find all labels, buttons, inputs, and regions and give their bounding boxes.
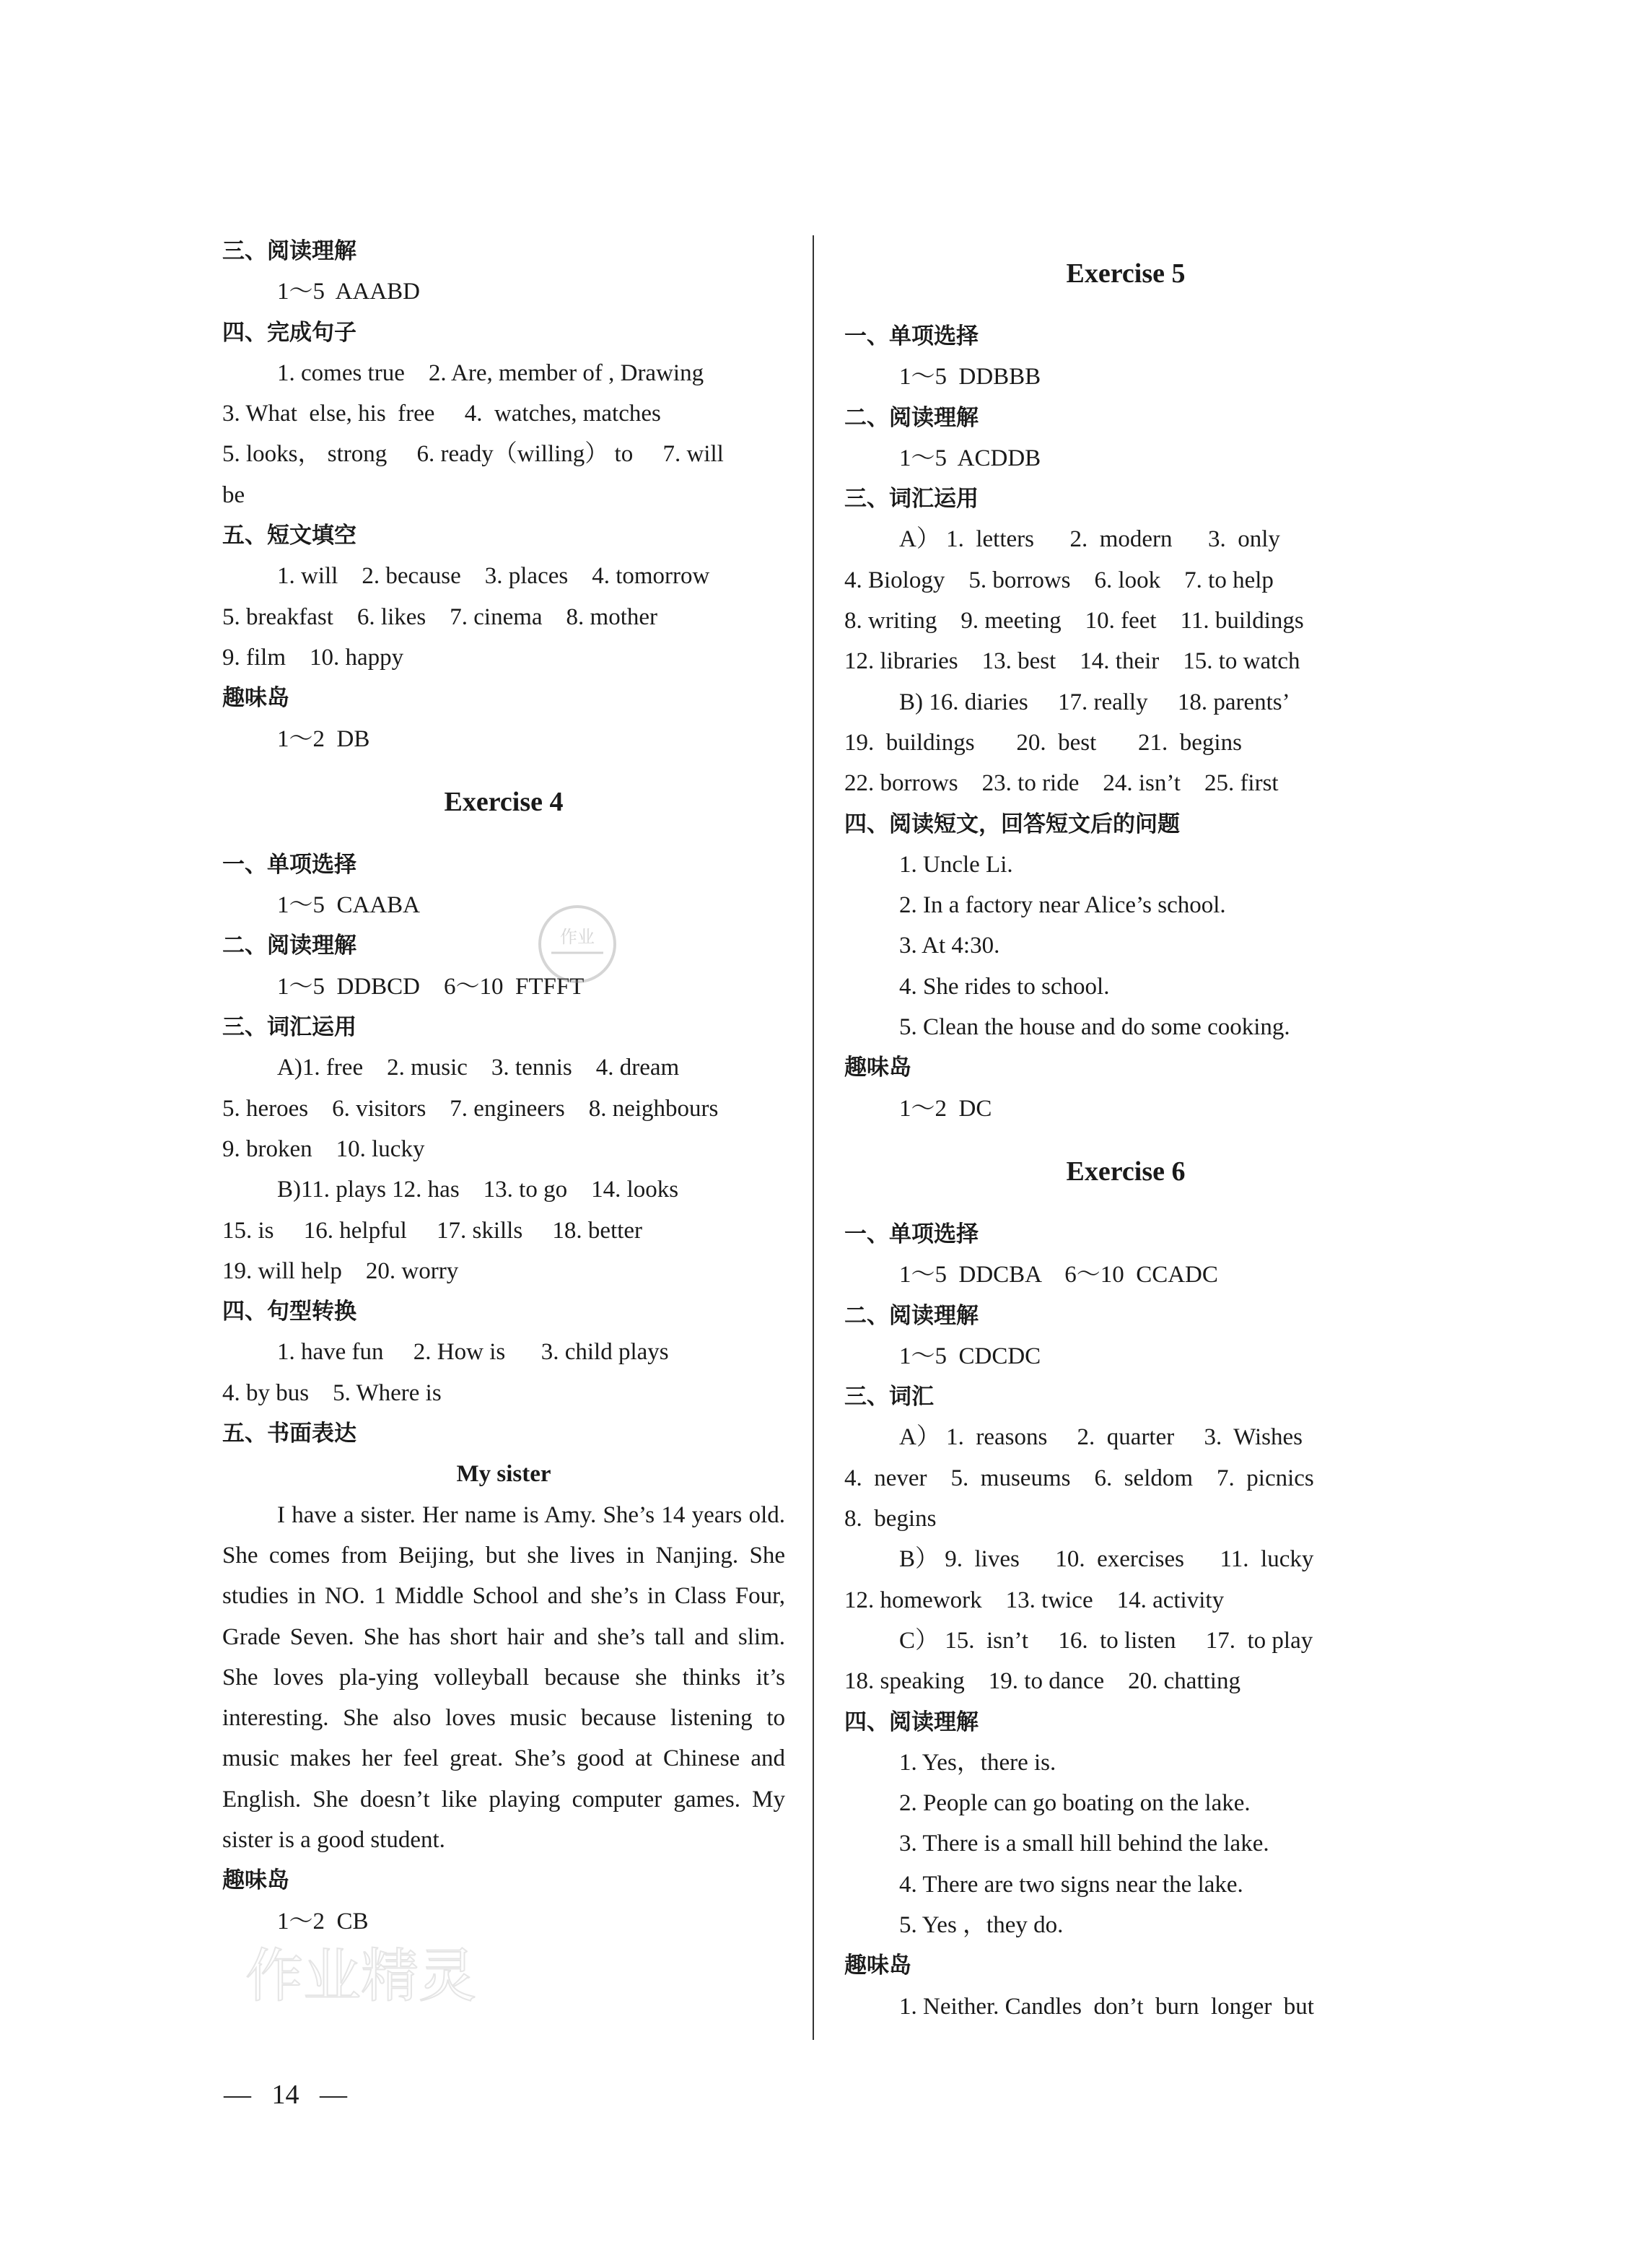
- answer-line: 5. breakfast 6. likes 7. cinema 8. mother: [222, 603, 658, 630]
- answer-line: 18. speaking 19. to dance 20. chatting: [844, 1668, 1240, 1695]
- answer-line: 12. libraries 13. best 14. their 15. to watch: [844, 648, 1300, 675]
- answer-line: 5. looks， strong 6. ready（willing） to 7. will: [222, 441, 724, 468]
- answer-line: 4. never 5. museums 6. seldom 7. picnics: [844, 1465, 1314, 1491]
- answer-line: 1. have fun 2. How is 3. child plays: [277, 1339, 669, 1366]
- answer-line: 9. film 10. happy: [222, 644, 404, 671]
- answer-line: A） 1. letters 2. modern 3. only: [899, 526, 1280, 553]
- stamp-logo: [534, 901, 621, 987]
- answer-line: 4. There are two signs near the lake.: [899, 1871, 1243, 1898]
- answer-line: 2. People can go boating on the lake.: [899, 1790, 1251, 1817]
- section-heading: 三、阅读理解: [222, 238, 356, 264]
- answer-line: 1～5 ACDDB: [899, 445, 1041, 471]
- answer-line: 3. There is a small hill behind the lake.: [899, 1831, 1269, 1857]
- answer-line: 3. At 4:30.: [899, 933, 1000, 959]
- answer-line: 1～5 CDCDC: [899, 1343, 1041, 1369]
- answer-line: 19. buildings 20. best 21. begins: [844, 729, 1242, 756]
- section-heading: 趣味岛: [222, 1867, 289, 1894]
- answer-line: 1. Uncle Li.: [899, 851, 1013, 878]
- answer-line: 19. will help 20. worry: [222, 1257, 459, 1284]
- answer-line: 4. by bus 5. Where is: [222, 1379, 442, 1406]
- section-heading: 一、单项选择: [844, 1221, 979, 1247]
- section-heading: 二、阅读理解: [222, 933, 356, 959]
- answer-line: 1～2 DB: [277, 725, 370, 752]
- answer-line: A)1. free 2. music 3. tennis 4. dream: [277, 1055, 680, 1081]
- answer-line: 8. writing 9. meeting 10. feet 11. buildings: [844, 608, 1304, 634]
- exercise-title: Exercise 4: [444, 786, 564, 817]
- answer-line: 5. heroes 6. visitors 7. engineers 8. neighbours: [222, 1095, 719, 1122]
- answer-line: 9. broken 10. lucky: [222, 1135, 425, 1162]
- answer-line: 1～2 CB: [277, 1908, 369, 1935]
- left-column: [222, 231, 785, 1942]
- answer-line: 1～5 DDBBB: [899, 364, 1041, 391]
- svg-text:作业精灵: 作业精灵: [245, 1942, 476, 2010]
- answer-line: 22. borrows 23. to ride 24. isn’t 25. first: [844, 770, 1279, 797]
- section-heading: 三、词汇运用: [844, 486, 979, 513]
- answer-line: 1～2 DC: [899, 1095, 992, 1122]
- answer-line: 1. Neither. Candles don’t burn longer but: [899, 1993, 1314, 2020]
- answer-line: C） 15. isn’t 16. to listen 17. to play: [899, 1627, 1313, 1654]
- answer-line: 12. homework 13. twice 14. activity: [844, 1587, 1225, 1613]
- column-divider: [813, 235, 814, 2040]
- section-heading: 趣味岛: [844, 1953, 911, 1979]
- answer-line: 1. comes true 2. Are, member of , Drawing: [277, 359, 704, 386]
- answer-line: 1. Yes，there is.: [899, 1749, 1056, 1776]
- exercise-title: Exercise 6: [1066, 1156, 1186, 1187]
- answer-line: 5. Yes ，they do.: [899, 1911, 1064, 1938]
- section-heading: 趣味岛: [844, 1055, 911, 1081]
- answer-line: B)11. plays 12. has 13. to go 14. looks: [277, 1177, 679, 1203]
- svg-text:作业: 作业: [560, 927, 595, 947]
- answer-line: 1～5 DDBCD 6～10 FTFFT: [277, 973, 585, 1000]
- essay-paragraph: I have a sister. Her name is Amy. She’s 14 years old. She comes from Beijing, but she lives in Nanjing. She studies in NO. 1 Middle School and she’s in Class Four, Grade Seven. She has short hair and she’s tall and slim. She loves pla-ying volleyball because she thinks it’s interesting. She also loves music because listening to music makes her feel great. She’s good at Chinese and English. She doesn’t like playing computer games. My sister is a good student.: [222, 1501, 785, 1853]
- right-column: [844, 231, 1407, 2027]
- section-heading: 四、阅读理解: [844, 1709, 979, 1735]
- answer-line: 1. will 2. because 3. places 4. tomorrow: [277, 563, 710, 590]
- essay-title: My sister: [456, 1461, 551, 1488]
- answer-line: 1～5 DDCBA 6～10 CCADC: [899, 1262, 1218, 1288]
- answer-line: A） 1. reasons 2. quarter 3. Wishes: [899, 1424, 1303, 1451]
- section-heading: 趣味岛: [222, 685, 289, 712]
- section-heading: 五、书面表达: [222, 1421, 356, 1447]
- answer-line: 1～5 CAABA: [277, 892, 421, 919]
- answer-line: 4. Biology 5. borrows 6. look 7. to help: [844, 567, 1274, 593]
- section-heading: 五、短文填空: [222, 523, 356, 549]
- exercise-title: Exercise 5: [1066, 258, 1186, 289]
- answer-line: be: [222, 481, 245, 508]
- watermark-logo: [245, 1935, 476, 2014]
- answer-line: B） 9. lives 10. exercises 11. lucky: [899, 1546, 1314, 1573]
- section-heading: 二、阅读理解: [844, 404, 979, 431]
- section-heading: 四、阅读短文，回答短文后的问题: [844, 811, 1180, 837]
- section-heading: 四、句型转换: [222, 1299, 356, 1325]
- answer-line: 5. Clean the house and do some cooking.: [899, 1014, 1290, 1041]
- page-number: — 14 —: [224, 2080, 347, 2110]
- section-heading: 三、词汇运用: [222, 1014, 356, 1041]
- section-heading: 三、词汇: [844, 1384, 934, 1410]
- answer-line: 8. begins: [844, 1506, 937, 1532]
- answer-line: 1～5 AAABD: [277, 279, 421, 305]
- answer-line: 4. She rides to school.: [899, 973, 1110, 1000]
- section-heading: 四、完成句子: [222, 319, 356, 346]
- answer-line: 15. is 16. helpful 17. skills 18. better: [222, 1217, 643, 1244]
- answer-line: B) 16. diaries 17. really 18. parents’: [899, 689, 1290, 715]
- answer-line: 2. In a factory near Alice’s school.: [899, 892, 1226, 919]
- section-heading: 二、阅读理解: [844, 1302, 979, 1329]
- section-heading: 一、单项选择: [844, 323, 979, 349]
- answer-line: 3. What else, his free 4. watches, matches: [222, 401, 661, 427]
- section-heading: 一、单项选择: [222, 851, 356, 878]
